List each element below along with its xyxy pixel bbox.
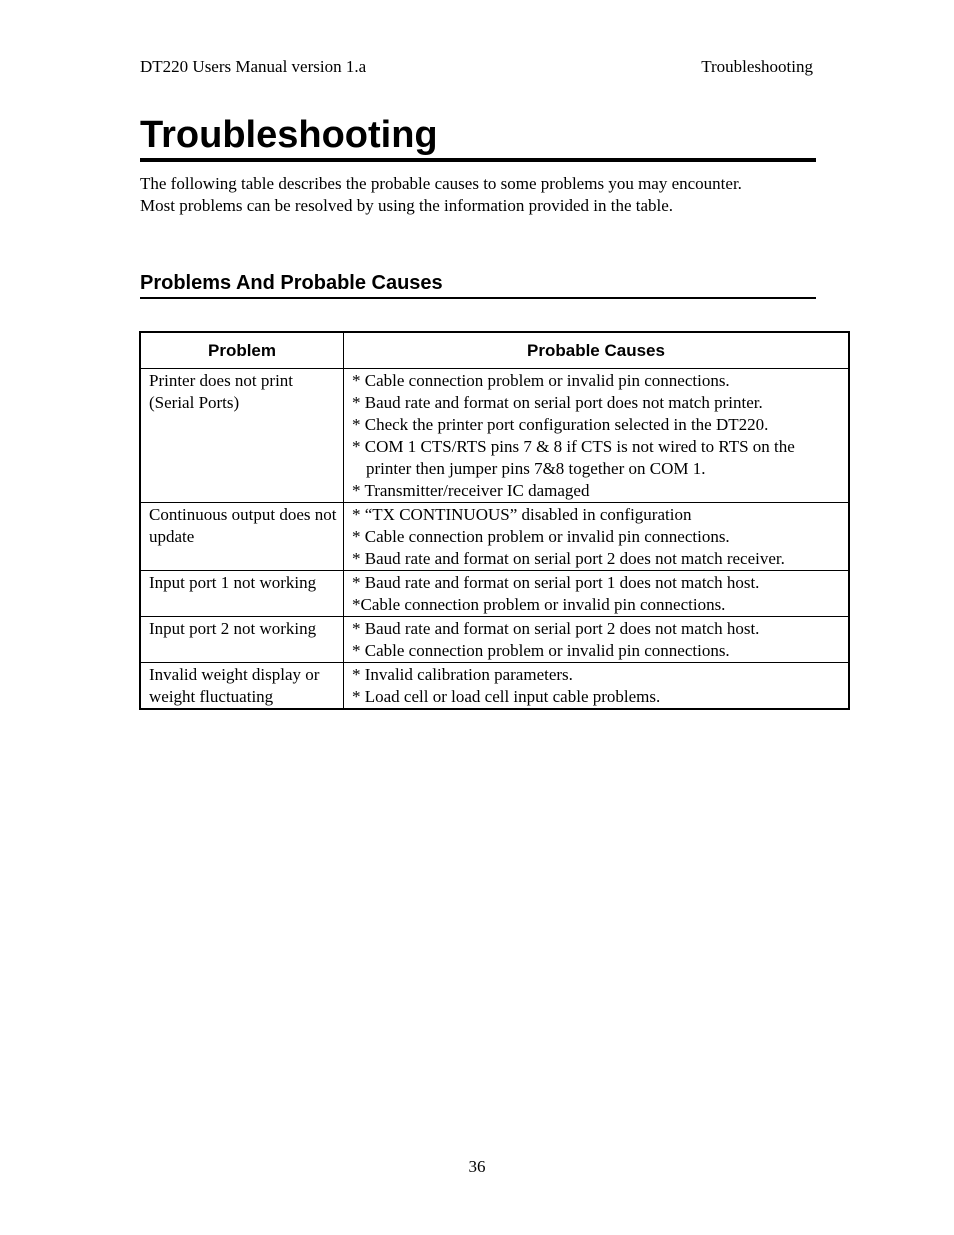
cause-line: * COM 1 CTS/RTS pins 7 & 8 if CTS is not wired to RTS on the printer then jumper pins 7&8 together on COM 1. (352, 437, 795, 478)
cause-line: * Baud rate and format on serial port 2 does not match receiver. (352, 549, 785, 568)
cause-line: * Baud rate and format on serial port 1 does not match host. (352, 573, 760, 592)
problem-cell: Input port 1 not working (140, 571, 344, 617)
cause-line: * Cable connection problem or invalid pin connections. (352, 527, 730, 546)
page-number: 36 (468, 1157, 486, 1176)
causes-cell (344, 503, 850, 571)
cause-line: * Invalid calibration parameters. (352, 665, 573, 684)
problem-cell: Invalid weight display or weight fluctuating (140, 663, 344, 710)
table-row (140, 663, 849, 710)
table-row (140, 503, 849, 571)
table-row (140, 571, 849, 617)
causes-cell (344, 571, 850, 617)
cause-line: * Baud rate and format on serial port does not match printer. (352, 393, 763, 412)
causes-cell (344, 369, 850, 503)
problems-table (139, 331, 850, 710)
running-header-left: DT220 Users Manual version 1.a (140, 57, 367, 76)
cause-line: * Transmitter/receiver IC damaged (352, 481, 590, 500)
cause-line: * Cable connection problem or invalid pin connections. (352, 371, 730, 390)
table-header-row (140, 332, 849, 369)
problem-cell: Input port 2 not working (140, 617, 344, 663)
cause-line: * “TX CONTINUOUS” disabled in configuration (352, 505, 692, 524)
header-probable-causes: Probable Causes (344, 332, 850, 369)
intro-line-2: Most problems can be resolved by using the information provided in the table. (140, 196, 674, 215)
causes-cell (344, 663, 850, 710)
intro-line-1: The following table describes the probable causes to some problems you may encounter. (140, 174, 742, 193)
header-problem: Problem (140, 332, 344, 369)
cause-line: * Baud rate and format on serial port 2 does not match host. (352, 619, 760, 638)
cause-line: *Cable connection problem or invalid pin connections. (352, 595, 726, 614)
table-row (140, 369, 849, 503)
intro-paragraph (140, 173, 830, 217)
problem-cell: Continuous output does not update (140, 503, 344, 571)
causes-cell (344, 617, 850, 663)
cause-line: * Check the printer port configuration selected in the DT220. (352, 415, 769, 434)
page-title: Troubleshooting (140, 113, 816, 162)
problem-cell: Printer does not print (Serial Ports) (140, 369, 344, 503)
cause-line: * Cable connection problem or invalid pin connections. (352, 641, 730, 660)
section-heading: Problems And Probable Causes (140, 270, 816, 299)
running-header (140, 57, 813, 77)
table-row (140, 617, 849, 663)
cause-line: * Load cell or load cell input cable problems. (352, 687, 661, 706)
running-header-right: Troubleshooting (701, 57, 813, 76)
